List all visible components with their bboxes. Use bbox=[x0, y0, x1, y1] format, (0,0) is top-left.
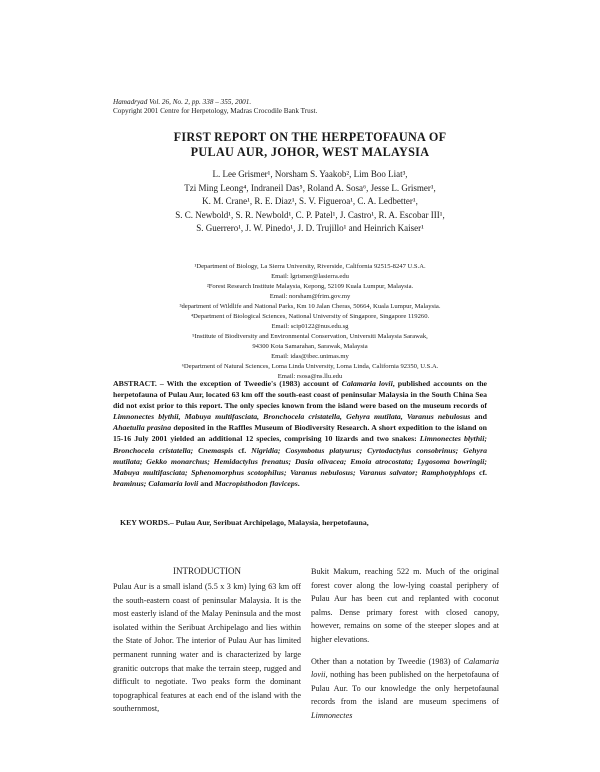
affiliation-email: Email: rsosa@ns.llu.edu bbox=[277, 373, 343, 380]
affiliation-email: Email: lgrismer@lasierra.edu bbox=[271, 273, 349, 280]
affiliation-email: Email: idas@ibec.unimas.my bbox=[271, 353, 349, 360]
author-list bbox=[100, 168, 520, 236]
species-name: Limnonectes bbox=[311, 710, 353, 720]
left-column bbox=[113, 565, 301, 724]
paper-title-line-1: FIRST REPORT ON THE HERPETOFAUNA OF bbox=[173, 130, 447, 144]
abstract-text: – With the exception of Tweedie's (1983) account of bbox=[156, 379, 342, 388]
body-text: , nothing has been published on the herpetofauna of Pulau Aur. To our knowledge the only herpetofaunal records from the island are museum specimens of bbox=[311, 670, 499, 707]
author-line: Tzi Ming Leong⁴, Indraneil Das⁵, Roland A. Sosa⁶, Jesse L. Grismer¹, bbox=[184, 182, 436, 193]
right-column bbox=[311, 565, 499, 731]
author-line: S. Guerrero¹, J. W. Pinedo¹, J. D. Trujillo¹ and Heinrich Kaiser¹ bbox=[196, 223, 424, 233]
species-name: Macropisthodon flaviceps bbox=[214, 478, 298, 488]
abstract-label: ABSTRACT. bbox=[113, 379, 157, 388]
journal-citation: Hamadryad Vol. 26, No. 2, pp. 338 – 355, 2001. bbox=[113, 98, 252, 106]
species-name: Ahaetulla prasina bbox=[113, 423, 172, 433]
abstract-text: , published accounts on the herpetofauna of Pulau Aur, located 63 km off the south-east coast of peninsular Malaysia in the South China Sea did not exist prior to this report. The only species known from the island were based on the museum records of bbox=[113, 379, 487, 411]
affiliation-list bbox=[112, 262, 508, 382]
author-line: L. Lee Grismer¹, Norsham S. Yaakob², Lim Boo Liat³, bbox=[212, 169, 408, 179]
species-name: Calamaria lovii bbox=[311, 656, 499, 680]
author-line: S. C. Newbold¹, S. R. Newbold¹, C. P. Patel¹, J. Castro¹, R. A. Escobar III¹, bbox=[175, 209, 445, 220]
abstract-text: and bbox=[198, 478, 215, 488]
body-paragraph bbox=[311, 655, 499, 723]
abstract-text: and bbox=[470, 412, 487, 422]
affiliation: 94300 Kota Samarahan, Sarawak, Malaysia bbox=[252, 343, 368, 350]
paper-title-line-2: PULAU AUR, JOHOR, WEST MALAYSIA bbox=[190, 145, 430, 159]
affiliation: ¹Department of Biology, La Sierra University, Riverside, California 92515-8247 U.S.A. bbox=[194, 263, 426, 270]
species-name: Limnonectes blythii; Bronchocela cristatella; Cnemaspis bbox=[113, 434, 487, 455]
body-paragraph: Bukit Makum, reaching 522 m. Much of the original forest cover along the low-lying coastal periphery of Pulau Aur has been cut and replanted with coconut palms. Dense primary forest with closed canopy, however, remains on some of the steeper slopes and at higher elevations. bbox=[311, 567, 499, 644]
affiliation: ⁵Institute of Biodiversity and Environmental Conservation, Universiti Malaysia Sarawak, bbox=[192, 333, 428, 340]
abstract-text: . bbox=[297, 478, 300, 488]
species-name: braminus; Calamaria lovii bbox=[113, 478, 199, 488]
abstract bbox=[113, 378, 487, 489]
species-name: Calamaria lovii bbox=[341, 379, 393, 388]
species-name: Nigridia; Cosymbotus platyurus; Cyrtodactylus consobrinus; Gehyra mutilata; Gekko monarchus; Hemidactylus frenatus; Dasia olivacea; Emoia atrocostata; Lygosoma bowringii; Mabuya multifasciata; Sphenomorphus scotophilus; Varanus nebulosus; Varanus salvator; Ramphotyphlops bbox=[113, 445, 487, 477]
abstract-text: cf. bbox=[475, 467, 487, 477]
keywords: KEY WORDS.– Pulau Aur, Seribuat Archipelago, Malaysia, herpetofauna, bbox=[120, 518, 369, 527]
affiliation-email: Email: norsham@frim.gov.my bbox=[269, 293, 351, 300]
copyright-line: Copyright 2001 Centre for Herpetology, Madras Crocodile Bank Trust. bbox=[113, 107, 318, 115]
affiliation: ³department of Wildlife and National Parks, Km 10 Jalan Cheras, 50664, Kuala Lumpur, Malaysia. bbox=[179, 303, 441, 310]
affiliation-email: Email: scip0122@nus.edu.sg bbox=[271, 323, 349, 330]
species-name: Limnonectes blythii, Mabuya multifasciata, Bronchocela cristatella, Gehyra mutilata, Varanus nebulosus bbox=[113, 412, 471, 422]
body-paragraph: Pulau Aur is a small island (5.5 x 3 km) lying 63 km off the south-eastern coast of peninsular Malaysia. It is the most easterly island of the Malay Peninsula and the most isolated within the Seribuat Archipelago and lies within the State of Johor. The interior of Pulau Aur has limited permanent running water and is characterized by large granitic outcrops that make the terrain steep, rugged and difficult to negotiate. Two peaks form the dominant topographical features at each end of the island with the southernmost, bbox=[113, 582, 301, 714]
affiliation: ⁶Department of Natural Sciences, Loma Linda University, Loma Linda, California 92350, U.S.A. bbox=[181, 363, 439, 370]
affiliation: ⁴Department of Biological Sciences, National University of Singapore, Singapore 119260. bbox=[190, 313, 430, 320]
section-heading-introduction: INTRODUCTION bbox=[173, 566, 241, 576]
author-line: K. M. Crane¹, R. E. Diaz¹, S. V. Figueroa¹, C. A. Ledbetter¹, bbox=[202, 196, 418, 206]
body-text: Other than a notation by Tweedie (1983) of bbox=[311, 656, 464, 666]
abstract-text: cf. bbox=[233, 445, 252, 455]
abstract-text: deposited in the Raffles Museum of Biodiversity Research. A short expedition to the island on 15-16 July 2001 yielded an additional 12 species, comprising 10 lizards and two snakes: bbox=[113, 423, 487, 444]
affiliation: ²Forest Research Institute Malaysia, Kepong, 52109 Kuala Lumpur, Malaysia. bbox=[206, 283, 414, 290]
